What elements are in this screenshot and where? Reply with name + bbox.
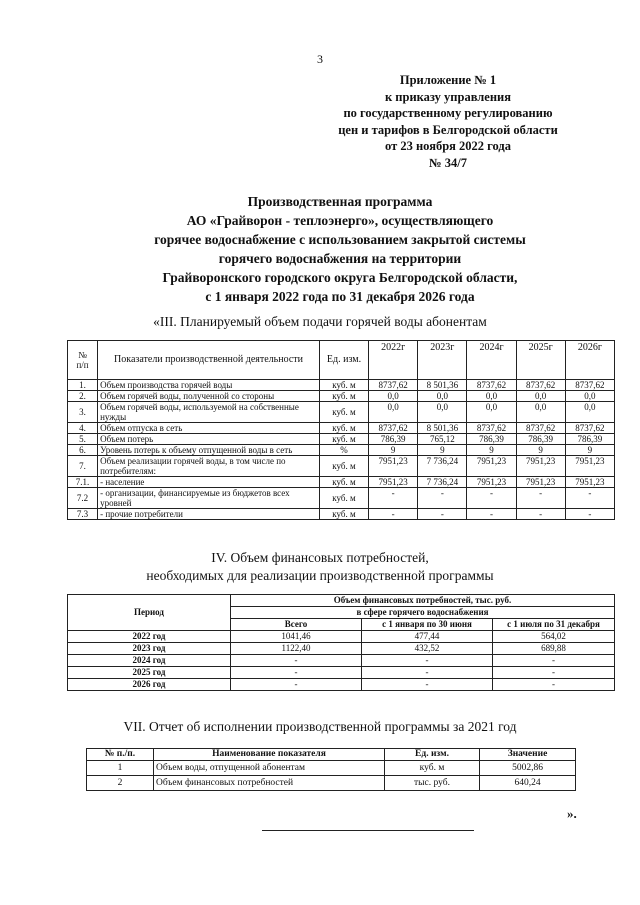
col-header-unit: Ед. изм. [319, 341, 368, 380]
row-value: - [369, 488, 418, 509]
row-h1: 477,44 [362, 631, 493, 643]
table-header-row [68, 595, 615, 607]
row-h1: - [362, 667, 493, 679]
row-value: 9 [418, 445, 467, 456]
appendix-line: по государственному регулированию [343, 106, 553, 120]
row-unit: % [319, 445, 368, 456]
row-name: Объем реализации горячей воды, в том числе по потребителям: [98, 456, 320, 477]
row-h1: - [362, 655, 493, 667]
table-row [68, 456, 615, 477]
row-value: 7951,23 [467, 456, 516, 477]
row-name: Объем производства горячей воды [98, 380, 320, 391]
col-header-num: № п./п. [87, 749, 154, 761]
row-value: 8737,62 [516, 423, 565, 434]
row-value: 786,39 [565, 434, 614, 445]
row-unit: куб. м [319, 477, 368, 488]
row-value: - [418, 509, 467, 520]
row-value: 0,0 [369, 391, 418, 402]
row-number: 6. [68, 445, 98, 456]
row-unit: куб. м [385, 761, 480, 776]
table-row [68, 655, 615, 667]
program-title-line: Грайворонского городского округа Белгородской области, [162, 270, 518, 285]
row-name: Объем финансовых потребностей [154, 776, 385, 791]
col-header-total: Всего [231, 619, 362, 631]
col-header-name: Наименование показателя [154, 749, 385, 761]
row-value: 7 736,24 [418, 477, 467, 488]
row-period: 2022 год [68, 631, 231, 643]
col-header-year: 2022г [369, 341, 418, 380]
col-header-h2: с 1 июля по 31 декабря [493, 619, 615, 631]
program-title-line: Производственная программа [247, 194, 433, 209]
row-value: 7951,23 [516, 456, 565, 477]
row-value: 7 736,24 [418, 456, 467, 477]
section7-title: VII. Отчет об исполнении производственной программы за 2021 год [123, 719, 517, 734]
row-value: 0,0 [516, 391, 565, 402]
appendix-line: к приказу управления [384, 89, 512, 104]
col-header-period: Период [68, 595, 231, 631]
row-unit: куб. м [319, 456, 368, 477]
appendix-line: Приложение № 1 [399, 73, 497, 87]
table-row [68, 509, 615, 520]
col-header-main: Объем финансовых потребностей, тыс. руб. [231, 595, 615, 607]
row-value: 765,12 [418, 434, 467, 445]
row-value: 0,0 [467, 402, 516, 423]
appendix-header [298, 72, 598, 171]
row-period: 2024 год [68, 655, 231, 667]
row-number: 1. [68, 380, 98, 391]
row-h2: - [493, 667, 615, 679]
row-value: - [467, 488, 516, 509]
row-value: 5002,86 [480, 761, 576, 776]
program-title-line: АО «Грайворон - теплоэнерго», осуществляющего [186, 213, 494, 228]
row-name: Объем горячей воды, используемой на собственные нужды [98, 402, 320, 423]
col-header-value: Значение [480, 749, 576, 761]
row-unit: куб. м [319, 434, 368, 445]
row-name: - организации, финансируемые из бюджетов всех уровней [98, 488, 320, 509]
row-value: 0,0 [565, 402, 614, 423]
row-unit: тыс. руб. [385, 776, 480, 791]
row-value: 9 [565, 445, 614, 456]
section3-title: «III. Планируемый объем подачи горячей воды абонентам [153, 314, 487, 329]
appendix-line: цен и тарифов в Белгородской области [338, 122, 558, 137]
section4-title-line2: необходимых для реализации производственной программы [146, 568, 494, 583]
row-number: 7.1. [68, 477, 98, 488]
row-number: 4. [68, 423, 98, 434]
row-period: 2023 год [68, 643, 231, 655]
row-h2: 689,88 [493, 643, 615, 655]
row-total: - [231, 655, 362, 667]
row-value: - [418, 488, 467, 509]
row-number: 2 [87, 776, 154, 791]
row-value: - [565, 509, 614, 520]
row-total: - [231, 667, 362, 679]
closing-mark: ». [567, 806, 577, 821]
row-value: 7951,23 [565, 477, 614, 488]
table-row [87, 761, 576, 776]
table-row [68, 643, 615, 655]
program-title [80, 192, 600, 306]
col-header-name: Показатели производственной деятельности [98, 341, 320, 380]
row-value: 0,0 [418, 391, 467, 402]
row-name: Объем отпуска в сеть [98, 423, 320, 434]
row-number: 1 [87, 761, 154, 776]
table-row [87, 776, 576, 791]
col-header-num: № п/п [68, 341, 98, 380]
row-value: 8 501,36 [418, 423, 467, 434]
row-unit: куб. м [319, 488, 368, 509]
page-number: 3 [317, 52, 323, 66]
row-number: 5. [68, 434, 98, 445]
row-value: 786,39 [516, 434, 565, 445]
row-value: 7951,23 [369, 477, 418, 488]
table-row [68, 434, 615, 445]
row-value: 9 [467, 445, 516, 456]
supply-volume-table [67, 340, 615, 520]
row-name: Объем потерь [98, 434, 320, 445]
row-total: - [231, 679, 362, 691]
row-value: 9 [369, 445, 418, 456]
row-name: - прочие потребители [98, 509, 320, 520]
row-value: 8737,62 [565, 380, 614, 391]
col-header-year: 2025г [516, 341, 565, 380]
row-unit: куб. м [319, 509, 368, 520]
row-value: 0,0 [565, 391, 614, 402]
table-row [68, 380, 615, 391]
col-header-sub: в сфере горячего водоснабжения [231, 607, 615, 619]
row-value: - [516, 488, 565, 509]
row-value: 8737,62 [369, 423, 418, 434]
row-h2: 564,02 [493, 631, 615, 643]
row-value: 0,0 [516, 402, 565, 423]
program-title-line: горячее водоснабжение с использованием закрытой системы [154, 232, 526, 247]
row-total: 1122,40 [231, 643, 362, 655]
row-name: Объем воды, отпущенной абонентам [154, 761, 385, 776]
row-value: 7951,23 [516, 477, 565, 488]
row-value: 8737,62 [516, 380, 565, 391]
row-value: 0,0 [418, 402, 467, 423]
program-title-line: горячего водоснабжения на территории [218, 251, 462, 266]
table-header-row [68, 341, 615, 380]
appendix-line: № 34/7 [429, 155, 467, 170]
row-value: 8737,62 [369, 380, 418, 391]
row-value: 7951,23 [565, 456, 614, 477]
row-unit: куб. м [319, 391, 368, 402]
row-name: Уровень потерь к объему отпущенной воды в сеть [98, 445, 320, 456]
row-value: - [467, 509, 516, 520]
row-total: 1041,46 [231, 631, 362, 643]
row-h1: - [362, 679, 493, 691]
row-number: 2. [68, 391, 98, 402]
row-number: 7.2 [68, 488, 98, 509]
table-row [68, 391, 615, 402]
table-row [68, 445, 615, 456]
col-header-year: 2026г [565, 341, 614, 380]
row-value: 7951,23 [369, 456, 418, 477]
row-value: - [369, 509, 418, 520]
table-row [68, 477, 615, 488]
col-header-h1: с 1 января по 30 июня [362, 619, 493, 631]
row-h1: 432,52 [362, 643, 493, 655]
row-value: 8737,62 [467, 380, 516, 391]
row-value: - [565, 488, 614, 509]
table-row [68, 423, 615, 434]
table-row [68, 667, 615, 679]
program-title-line: с 1 января 2022 года по 31 декабря 2026 года [205, 289, 475, 304]
col-header-year: 2024г [467, 341, 516, 380]
row-unit: куб. м [319, 423, 368, 434]
table-row [68, 402, 615, 423]
row-value: 0,0 [467, 391, 516, 402]
financial-needs-table [67, 594, 615, 691]
row-h2: - [493, 655, 615, 667]
row-number: 7.3 [68, 509, 98, 520]
row-value: 8 501,36 [418, 380, 467, 391]
row-number: 7. [68, 456, 98, 477]
section4-title-line1: IV. Объем финансовых потребностей, [211, 550, 429, 565]
table-row [68, 679, 615, 691]
row-period: 2025 год [68, 667, 231, 679]
table-header-row [87, 749, 576, 761]
row-number: 3. [68, 402, 98, 423]
row-value: 8737,62 [565, 423, 614, 434]
row-unit: куб. м [319, 380, 368, 391]
row-value: 640,24 [480, 776, 576, 791]
row-name: Объем горячей воды, полученной со стороны [98, 391, 320, 402]
row-value: 7951,23 [467, 477, 516, 488]
row-value: 786,39 [467, 434, 516, 445]
appendix-line: от 23 ноября 2022 года [385, 139, 511, 153]
signature-line [262, 830, 474, 831]
table-row [68, 488, 615, 509]
row-value: 0,0 [369, 402, 418, 423]
report-table [86, 748, 576, 791]
row-h2: - [493, 679, 615, 691]
row-value: 9 [516, 445, 565, 456]
row-name: - население [98, 477, 320, 488]
col-header-unit: Ед. изм. [385, 749, 480, 761]
row-value: 786,39 [369, 434, 418, 445]
row-period: 2026 год [68, 679, 231, 691]
row-value: 8737,62 [467, 423, 516, 434]
row-unit: куб. м [319, 402, 368, 423]
row-value: - [516, 509, 565, 520]
table-row [68, 631, 615, 643]
col-header-year: 2023г [418, 341, 467, 380]
